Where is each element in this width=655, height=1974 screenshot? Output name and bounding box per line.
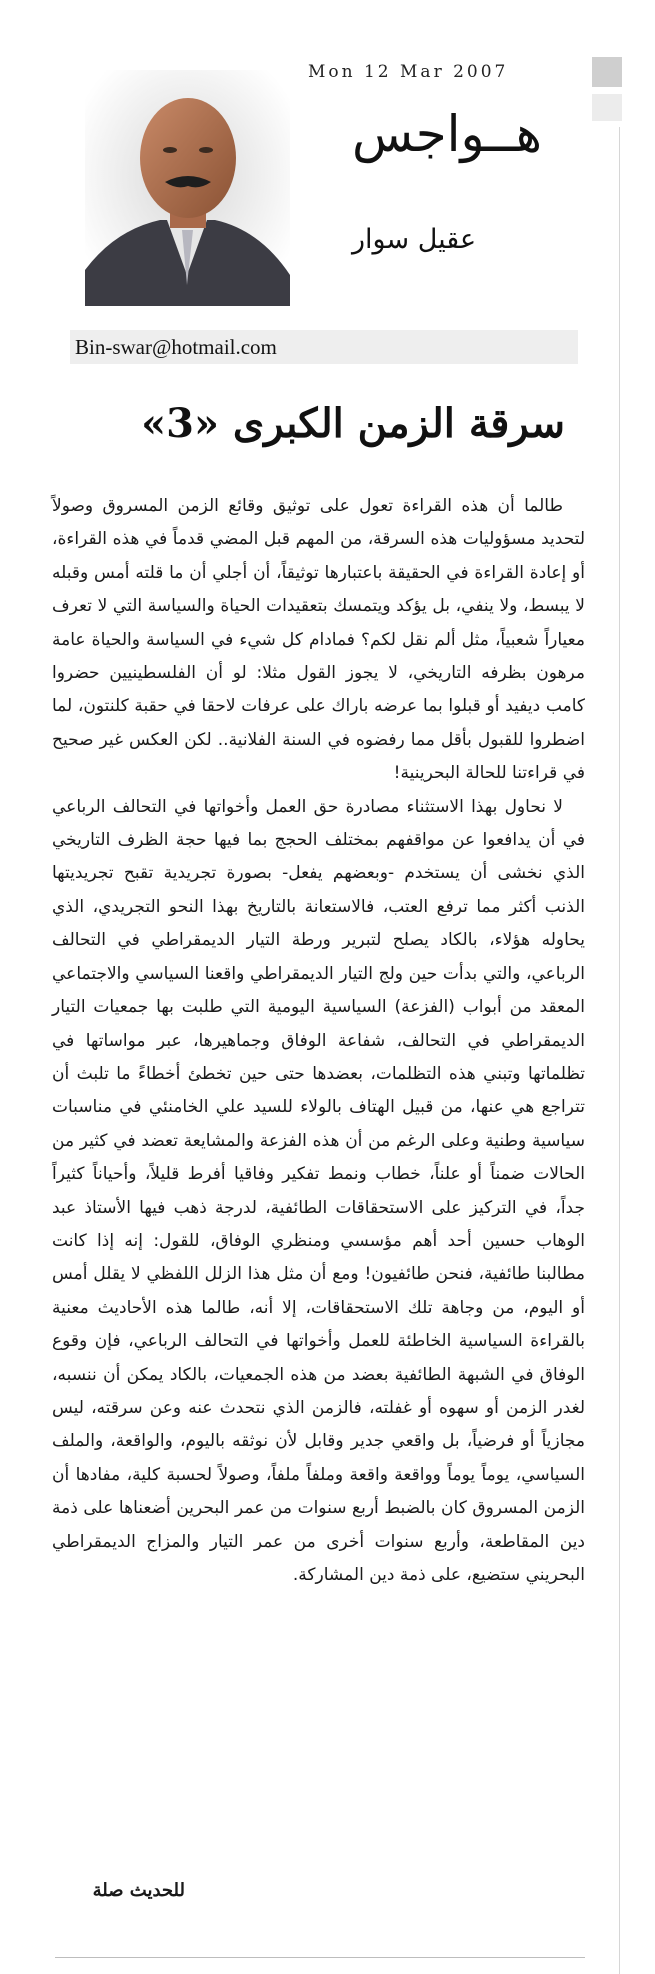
bottom-divider [55,1957,585,1958]
column-title: هــواجس [352,105,543,163]
article-headline: سرقة الزمن الكبرى «3» [141,400,565,447]
article-paragraph: طالما أن هذه القراءة تعول على توثيق وقائع الزمن المسروق وصولاً لتحديد مسؤوليات هذه السرقة، من المهم قبل المضي قدماً في هذه القراءة، أو إعادة القراءة في الحقيقة باعتبارها توثيقاً، أن أجلي أن ما قلته أمس وقبله لا يبسط، ولا ينفي، بل يؤكد ويتمسك بتعقيدات الحياة والسياسة التي لا تعرف معياراً شعبياً، مثل ألم نقل لكم؟ فمادام كل شيء في السياسة والحياة عامة مرهون بظرفه التاريخي، لا يجوز القول مثلا: لو أن الفلسطينيين حضروا كامب ديفيد أو قبلوا بما عرضه باراك على عرفات لاحقا في حقبة كلنتون، لما اضطروا للقبول بأقل مما رفضوه في السنة الفلانية.. لكن العكس غير صحيح في قراءتنا للحالة البحرينية! [52,496,585,784]
author-name: عقيل سوار [352,224,477,255]
publish-date: Mon 12 Mar 2007 [308,62,509,82]
scroll-block-light [592,94,622,121]
right-margin-bar [592,57,622,1974]
email-bar [70,330,578,364]
scroll-block [592,57,622,87]
article-body [52,490,585,1592]
vertical-rule [619,127,620,1974]
author-photo [85,70,290,306]
article-signoff: للحديث صلة [92,1880,185,1901]
author-email[interactable]: Bin-swar@hotmail.com [75,335,277,359]
article-paragraph: لا نحاول بهذا الاستثناء مصادرة حق العمل وأخواتها في التحالف الرباعي في أن يدافعوا عن مواقفهم بمختلف الحجج بما فيها حجة الظرف التاريخي الذي نخشى أن يستخدم -وبعضهم يفعل- بصورة تجريدية تقبح تجريديتها الذنب أكثر مما ترفع العتب، فالاستعانة بالتاريخ بهذا النحو التجريدي، الذي يحاوله هؤلاء، بالكاد يصلح لتبرير ورطة التيار الديمقراطي في التحالف الرباعي، والتي بدأت حين ولج التيار الديمقراطي واقعنا السياسي والاجتماعي المعقد من أبواب (الفزعة) السياسية اليومية التي طلبت بها جمعيات التيار الديمقراطي في التحالف، شفاعة الوفاق وجماهيرها، عبر مواساتها في تظلماتها وتبني هذه التظلمات، بعضدها حتى حين تخطئ أخطاءً ما تلبث أن تتراجع هي عنها، من قبيل الهتاف بالولاء للسيد علي الخامنئي في مناسبات سياسية وطنية وعلى الرغم من أن هذه الفزعة والمشايعة تعضد في كثير من الحالات ضمناً أو علناً، خطاب ونمط تفكير وفاقيا أفرط قليلاً، وأحياناً كثيراً جداً، في التركيز على الاستحقاقات الطائفية، لدرجة ذهب فيها الأستاذ عبد الوهاب حسين أحد أهم مؤسسي ومنظري الوفاق، للقول: إنه إذا كانت مطالبنا طائفية، فنحن طائفيون! ومع أن مثل هذا الزلل اللفظي لا يقلل أمس أو اليوم، من وجاهة تلك الاستحقاقات، إلا أنه، طالما هذه الأحاديث معنية بالقراءة السياسية الخاطئة للعمل وأخواتها في التحالف الرباعي، فإن وقوع الوفاق في الشبهة الطائفية بعضد من هذه الجمعيات، بالكاد يمكن أن ننسبه، لغدر الزمن أو سهوه أو غفلته، فالزمن الذي نتحدث عنه وعن سرقته، ليس مجازياً أو فرضياً، بل واقعي جدير وقابل لأن نوثقه باليوم، والواقعة، والملف السياسي، يوماً يوماً وواقعة واقعة وملفاً ملفاً، وصولاً لحسبة كلية، مفادها أن الزمن المسروق كان بالضبط أربع سنوات من عمر البحرين أضعناها على ذمة دين المقاطعة، وأربع سنوات أخرى من عمر التيار والمزاج الديمقراطي البحريني ستضيع، على ذمة دين المشاركة. [52,796,585,1585]
